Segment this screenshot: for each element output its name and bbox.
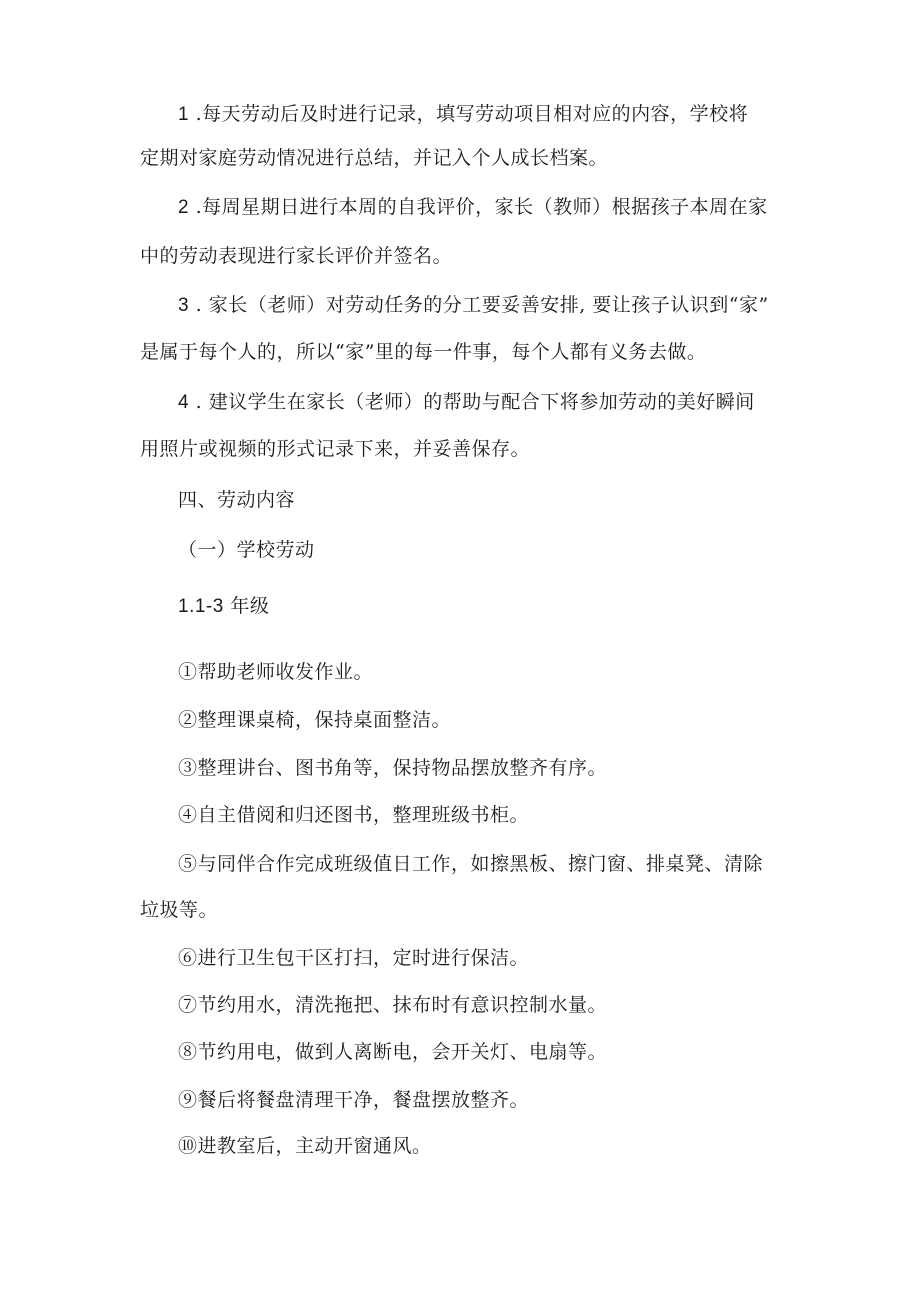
rule-1-number: 1: [178, 104, 190, 125]
subsection-heading: （一）学校劳动: [178, 539, 315, 561]
rule-1-text: .每天劳动后及时进行记录，填写劳动项目相对应的内容，学校将: [189, 103, 749, 125]
rule-1-line-2: 定期对家庭劳动情况进行总结，并记入个人成长档案。: [140, 147, 609, 169]
task-item: ⑥进行卫生包干区打扫，定时进行保洁。: [178, 947, 530, 969]
rule-3-line-1: [178, 293, 769, 318]
grade-heading: [178, 594, 269, 619]
task-item: ⑧节约用电，做到人离断电，会开关灯、电扇等。: [178, 1041, 608, 1063]
rule-4-line-2: 用照片或视频的形式记录下来，并妥善保存。: [140, 438, 531, 460]
rule-3-line-2: 是属于每个人的，所以“家”里的每一件事，每个人都有义务去做。: [140, 341, 707, 363]
task-item: ⑤与同伴合作完成班级值日工作，如擦黑板、擦门窗、排桌凳、清除: [178, 853, 764, 875]
rule-2-text: .每周星期日进行本周的自我评价，家长（教师）根据孩子本周在家: [189, 196, 768, 218]
rule-3-number: 3: [178, 295, 190, 316]
section-heading: 四、劳动内容: [178, 489, 296, 511]
task-item: ②整理课桌椅，保持桌面整洁。: [178, 709, 452, 731]
grade-label: 年级: [223, 595, 270, 617]
rule-4-number: 4: [178, 392, 190, 413]
rule-3-text: . 家长（老师）对劳动任务的分工要妥善安排, 要让孩子认识到“家”: [189, 294, 769, 316]
task-item-continuation: 垃圾等。: [140, 899, 219, 921]
rule-2-line-1: [178, 195, 768, 220]
rule-4-text: . 建议学生在家长（老师）的帮助与配合下将参加劳动的美好瞬间: [189, 391, 755, 413]
task-item: ③整理讲台、图书角等，保持物品摆放整齐有序。: [178, 757, 608, 779]
grade-number: 1.1-3: [178, 596, 224, 617]
task-item: ⑨餐后将餐盘清理干净，餐盘摆放整齐。: [178, 1089, 530, 1111]
rule-4-line-1: [178, 390, 755, 415]
rule-2-line-2: 中的劳动表现进行家长评价并签名。: [140, 245, 453, 267]
rule-2-number: 2: [178, 197, 190, 218]
task-item: ⑩进教室后，主动开窗通风。: [178, 1135, 432, 1157]
rule-1-line-1: [178, 102, 748, 127]
task-item: ⑦节约用水，清洗拖把、抹布时有意识控制水量。: [178, 994, 608, 1016]
task-item: ④自主借阅和归还图书，整理班级书柜。: [178, 804, 530, 826]
task-item: ①帮助老师收发作业。: [178, 661, 374, 683]
